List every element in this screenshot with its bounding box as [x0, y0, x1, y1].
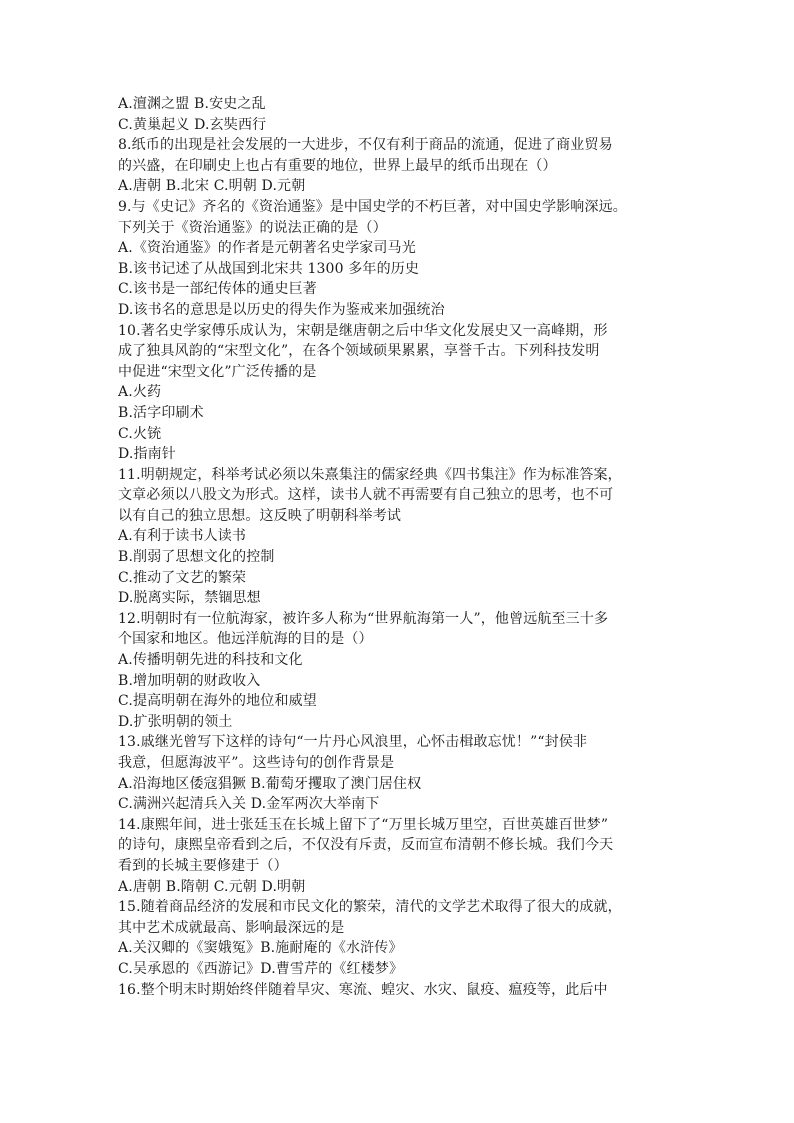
option-b: B.削弱了思想文化的控制: [118, 549, 275, 566]
text-line: 其中艺术成就最高、影响最深远的是: [118, 919, 345, 936]
question-15-stem: 15.随着商品经济的发展和市民文化的繁荣，清代的文学艺术取得了很大的成就，: [118, 899, 622, 916]
question-8-options: A.唐朝 B.北宋 C.明朝 D.元朝: [118, 178, 306, 195]
text-line: 中促进“宋型文化”广泛传播的是: [118, 363, 317, 380]
option-d: D.扩张明朝的领土: [118, 713, 233, 730]
question-13-stem: 13.戚继光曾写下这样的诗句“一片丹心风浪里，心怀击楫敢忘忧！”“封侯非: [118, 734, 588, 751]
option-c: C.该书是一部纪传体的通史巨著: [118, 281, 317, 298]
option-c: C.提高明朝在海外的地位和威望: [118, 693, 317, 710]
option-a: A.传播明朝先进的科技和文化: [118, 652, 303, 669]
text-line: A.澶渊之盟 B.安史之乱: [118, 96, 266, 112]
text-line: 以有自己的独立思想。这反映了明朝科举考试: [118, 507, 401, 524]
question-8-stem: 8.纸币的出现是社会发展的一大进步，不仅有利于商品的流通，促进了商业贸易: [118, 137, 613, 154]
text-line: C.黄巢起义 D.玄奘西行: [118, 116, 267, 133]
option-b: B.该书记述了从战国到北宋共 1300 多年的历史: [118, 260, 420, 277]
question-14-stem: 14.康熙年间，进士张廷玉在长城上留下了“万里长城万里空，百世英雄百世梦”: [118, 816, 609, 833]
option-d: D.指南针: [118, 446, 176, 463]
option-b: B.活字印刷术: [118, 404, 204, 421]
options-ab: A.沿海地区倭寇猖獗 B.葡萄牙攫取了澳门居住权: [118, 775, 422, 792]
text-line: 文章必须以八股文为形式。这样，读书人就不再需要有自己独立的思考，也不可: [118, 487, 614, 504]
text-line: 我意，但愿海波平”。这些诗句的创作背景是: [118, 755, 395, 771]
option-c: C.推动了文艺的繁荣: [118, 569, 247, 586]
option-a: A.《资治通鉴》的作者是元朝著名史学家司马光: [118, 240, 416, 257]
text-line: 看到的长城主要修建于（）: [118, 857, 288, 874]
text-line: 下列关于《资治通鉴》的说法正确的是（）: [118, 219, 387, 236]
option-a: A.火药: [118, 384, 162, 401]
question-12-stem: 12.明朝时有一位航海家，被许多人称为“世界航海第一人”，他曾远航至三十多: [118, 610, 609, 627]
question-9-stem: 9.与《史记》齐名的《资治通鉴》是中国史学的不朽巨著，对中国史学影响深远。: [118, 198, 627, 215]
document-body: [118, 94, 678, 1000]
text-line: 的兴盛，在印刷史上也占有重要的地位，世界上最早的纸币出现在（）: [118, 157, 557, 174]
text-line: 成了独具风韵的“宋型文化”，在各个领域硕果累累，享誉千古。下列科技发明: [118, 343, 600, 360]
options-cd: C.吴承恩的《西游记》D.曹雪芹的《红楼梦》: [118, 960, 404, 977]
question-10-stem: 10.著名史学家傅乐成认为，宋朝是继唐朝之后中华文化发展史又一高峰期，形: [118, 322, 608, 339]
options-cd: C.满洲兴起清兵入关 D.金军两次大举南下: [118, 796, 380, 813]
options-ab: A.关汉卿的《窦娥冤》B.施耐庵的《水浒传》: [118, 940, 403, 957]
text-line: 个国家和地区。他远洋航海的目的是（）: [118, 631, 373, 648]
question-14-options: A.唐朝 B.隋朝 C.元朝 D.明朝: [118, 878, 306, 895]
option-b: B.增加明朝的财政收入: [118, 672, 261, 689]
question-11-stem: 11.明朝规定，科举考试必须以朱熹集注的儒家经典《四书集注》作为标准答案，: [118, 466, 622, 483]
option-d: D.该书名的意思是以历史的得失作为鉴戒来加强统治: [118, 301, 445, 318]
option-d: D.脱离实际，禁锢思想: [118, 590, 261, 607]
text-line: 的诗句，康熙皇帝看到之后，不仅没有斥责，反而宣布清朝不修长城。我们今天: [118, 837, 614, 854]
question-16-stem: 16.整个明末时期始终伴随着旱灾、寒流、蝗灾、水灾、鼠疫、瘟疫等，此后中: [118, 981, 608, 998]
option-a: A.有利于读书人读书: [118, 528, 247, 545]
option-c: C.火铳: [118, 425, 162, 442]
